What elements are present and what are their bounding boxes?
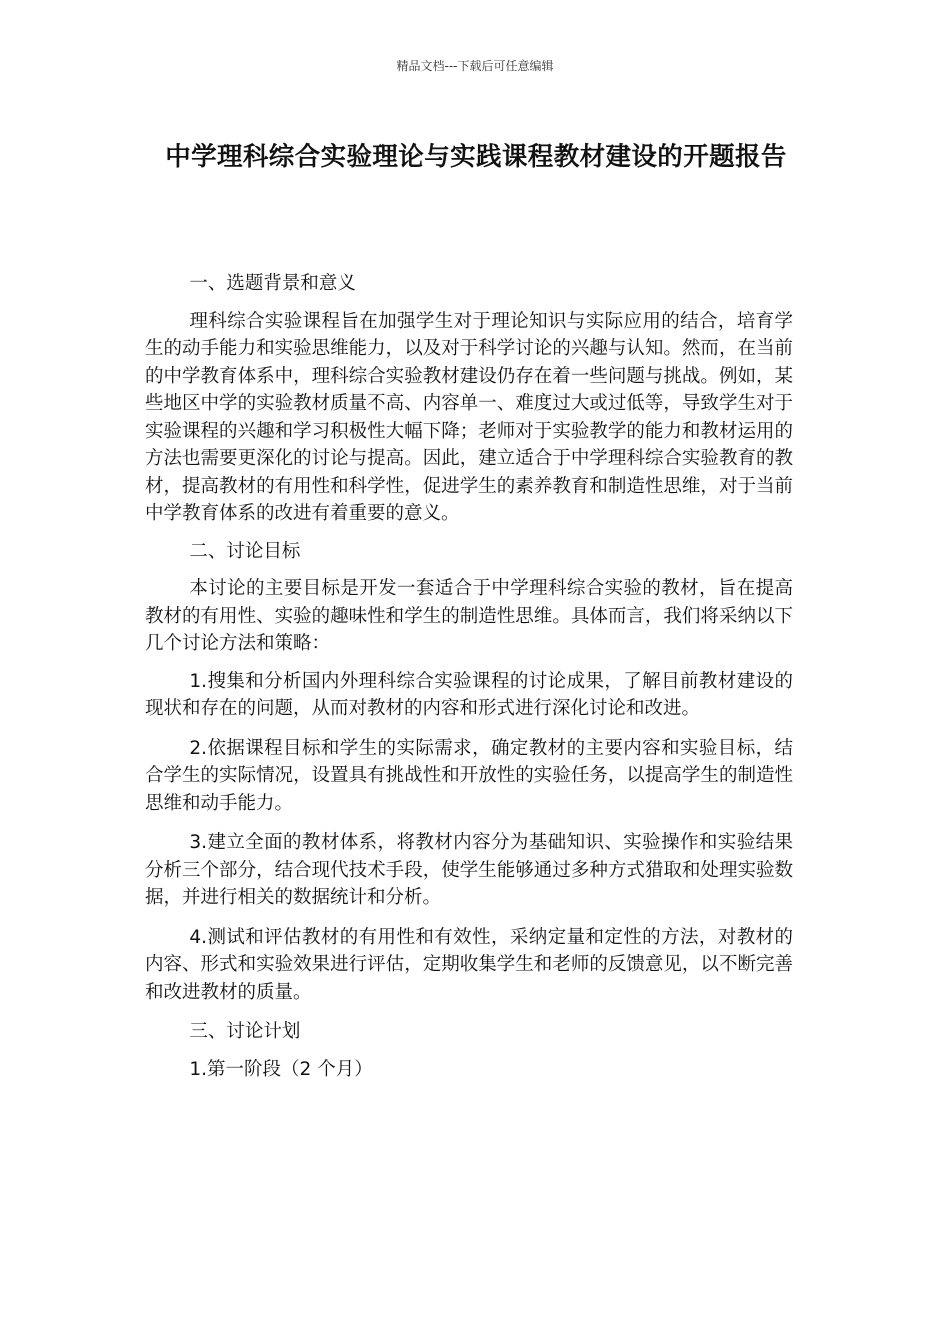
section-heading-goals: 二、讨论目标 — [189, 540, 301, 562]
list-item-goal-3: 3.建立全面的教材体系，将教材内容分为基础知识、实验操作和实验结果分析三个部分，结合现代技术手段，使学生能够通过多种方式猎取和处理实验数据，并进行相关的数据统计和分析。 — [145, 832, 793, 908]
document-body — [145, 270, 793, 1093]
page-header: 精品文档---下载后可任意编辑 — [396, 59, 554, 73]
list-item-goal-4: 4.测试和评估教材的有用性和有效性，采纳定量和定性的方法，对教材的内容、形式和实验效果进行评估，定期收集学生和老师的反馈意见，以不断完善和改进教材的质量。 — [145, 926, 793, 1003]
paragraph-background: 理科综合实验课程旨在加强学生对于理论知识与实际应用的结合，培育学生的动手能力和实验思维能力，以及对于科学讨论的兴趣与认知。然而，在当前的中学教育体系中，理科综合实验教材建设仍存在着一些问题与挑战。例如，某些地区中学的实验教材质量不高、内容单一、难度过大或过低等，导致学生对于实验课程的兴趣和学习积极性大幅下降；老师对于实验教学的能力和教材运用的方法也需要更深化的讨论与提高。因此，建立适合于中学理科综合实验教育的教材，提高教材的有用性和科学性，促进学生的素养教育和制造性思维，对于当前中学教育体系的改进有着重要的意义。 — [145, 310, 793, 524]
paragraph-plan-phase-1: 1.第一阶段（2 个月） — [189, 1058, 373, 1080]
document-title: 中学理科综合实验理论与实践课程教材建设的开题报告 — [165, 142, 787, 172]
section-heading-background: 一、选题背景和意义 — [189, 273, 356, 294]
paragraph-goals-intro: 本讨论的主要目标是开发一套适合于中学理科综合实验的教材，旨在提高教材的有用性、实验的趣味性和学生的制造性思维。具体而言，我们将采纳以下几个讨论方法和策略： — [145, 578, 793, 654]
section-heading-plan: 三、讨论计划 — [189, 1021, 301, 1042]
list-item-goal-2: 2.依据课程目标和学生的实际需求，确定教材的主要内容和实验目标，结合学生的实际情况，设置具有挑战性和开放性的实验任务，以提高学生的制造性思维和动手能力。 — [145, 737, 793, 814]
list-item-goal-1: 1.搜集和分析国内外理科综合实验课程的讨论成果，了解目前教材建设的现状和存在的问题，从而对教材的内容和形式进行深化讨论和改进。 — [145, 670, 793, 719]
